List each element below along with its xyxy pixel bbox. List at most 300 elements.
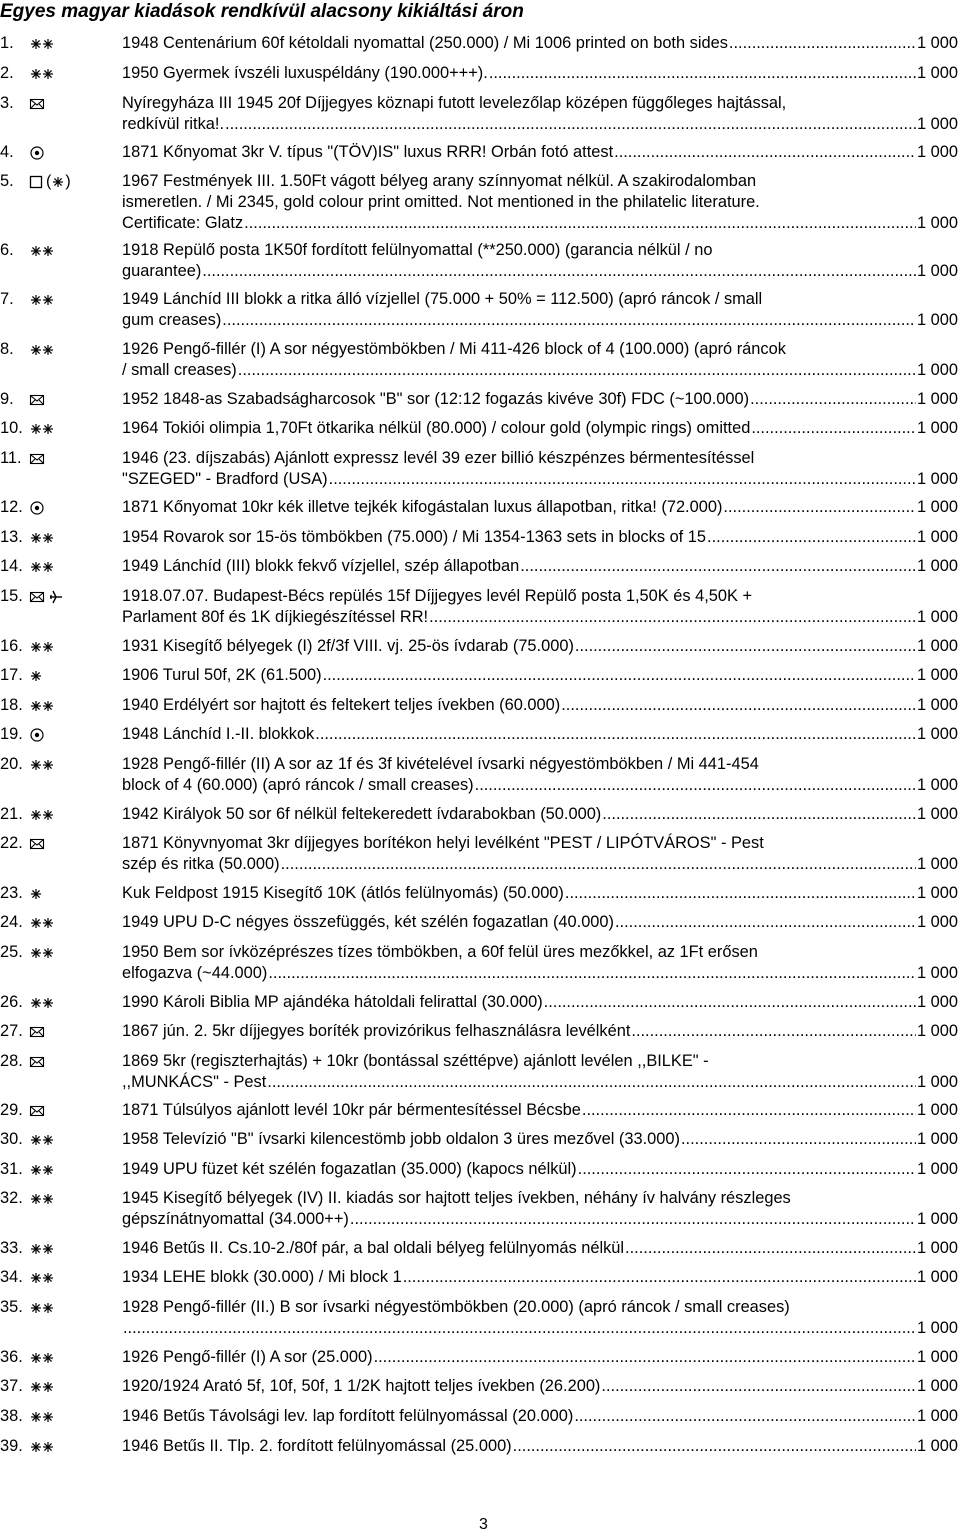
lot-description [122, 636, 958, 657]
starting-price: 1 000 [916, 1407, 958, 1425]
lot-number: 21. [0, 805, 23, 823]
mint-icon [29, 419, 55, 439]
description-line [122, 854, 958, 875]
lot-condition-symbols [29, 883, 43, 904]
description-text: 1934 LEHE blokk (30.000) / Mi block 1 [122, 1268, 402, 1286]
lot-condition-symbols [29, 1267, 55, 1288]
starting-price: 1 000 [916, 143, 958, 161]
lot-description [122, 695, 958, 716]
dot-leader [323, 665, 916, 686]
description-text: 1928 Pengő-fillér (II.) B sor ívsarki négyestömbökben (20.000) (apró ráncok / small creases) [122, 1298, 790, 1316]
description-line [122, 1376, 958, 1397]
lot-condition-symbols [29, 833, 45, 854]
lot-condition-symbols [29, 63, 55, 84]
lot-description [122, 339, 958, 381]
lot-condition-symbols [29, 448, 45, 469]
dot-leader [575, 636, 916, 657]
description-line [122, 142, 958, 163]
description-text: 1918.07.07. Budapest-Bécs repülés 15f Díjjegyes levél Repülő posta 1,50K és 4,50K + [122, 587, 753, 605]
lot-description [122, 754, 958, 796]
lot-description [122, 1267, 958, 1288]
lot-number: 29. [0, 1101, 23, 1119]
lot-condition-symbols [29, 527, 55, 548]
description-text: 1906 Turul 50f, 2K (61.500) [122, 666, 322, 684]
dot-leader [429, 607, 916, 628]
lot-number: 20. [0, 755, 23, 773]
dot-leader [267, 1072, 916, 1093]
lot-description [122, 33, 958, 54]
description-line [122, 469, 958, 490]
description-text: 1990 Károli Biblia MP ajándéka hátoldali felirattal (30.000) [122, 993, 543, 1011]
mint-icon [29, 1268, 55, 1288]
description-line [122, 1297, 958, 1318]
description-text: 1867 jún. 2. 5kr díjjegyes boríték provizórikus felhasználásra levélként [122, 1022, 631, 1040]
envelope-icon [29, 834, 45, 854]
lot-number: 9. [0, 390, 14, 408]
lot-number: 13. [0, 528, 23, 546]
description-text: 1931 Kisegítő bélyegek (I) 2f/3f VIII. vj. 25-ös ívdarab (75.000) [122, 637, 574, 655]
dot-leader [403, 1267, 916, 1288]
starting-price: 1 000 [916, 913, 958, 931]
description-text: 1871 Könyvnyomat 3kr díjjegyes borítékon helyi levélként "PEST / LIPÓTVÁROS" - Pest [122, 834, 764, 852]
dot-leader [578, 1159, 916, 1180]
dot-leader [225, 114, 916, 135]
dot-leader [315, 724, 916, 745]
lot-number: 4. [0, 143, 14, 161]
description-text: 1948 Centenárium 60f kétoldali nyomattal (250.000) / Mi 1006 printed on both sides [122, 34, 728, 52]
dot-leader [565, 883, 916, 904]
starting-price: 1 000 [916, 34, 958, 52]
lot-description [122, 142, 958, 163]
description-text: 1869 5kr (regiszterhajtás) + 10kr (bontással széttépve) ajánlott levélen ,,BILKE" - [122, 1052, 709, 1070]
description-text: 1946 (23. díjszabás) Ajánlott expressz levél 39 ezer billió készpénzes bérmentesítéssel [122, 449, 755, 467]
lot-number: 35. [0, 1298, 23, 1316]
description-line [122, 1267, 958, 1288]
lot-number: 12. [0, 498, 23, 516]
starting-price: 1 000 [916, 1319, 958, 1337]
description-text: szép és ritka (50.000) [122, 855, 280, 873]
dot-leader [615, 912, 916, 933]
dot-leader [582, 1100, 916, 1121]
description-line [122, 93, 958, 114]
page-number: 3 [479, 1516, 488, 1533]
dot-leader [202, 261, 916, 282]
lot-condition-symbols [29, 389, 45, 410]
lot-condition-symbols [29, 1188, 55, 1209]
dot-leader [329, 469, 916, 490]
starting-price: 1 000 [916, 1073, 958, 1091]
envelope-icon [29, 94, 45, 114]
description-line [122, 1129, 958, 1150]
mint-icon [29, 1298, 55, 1318]
dot-leader [750, 389, 916, 410]
description-text: gum creases) [122, 311, 222, 329]
lot-condition-symbols [29, 1129, 55, 1150]
lot-condition-symbols [29, 33, 55, 54]
description-text: 1871 Kőnyomat 10kr kék illetve tejkék kifogástalan luxus állapotban, ritka! (72.000) [122, 498, 723, 516]
lot-condition-symbols [29, 1021, 45, 1042]
dot-leader [561, 695, 916, 716]
lot-description [122, 1406, 958, 1427]
lot-description [122, 1159, 958, 1180]
lot-number: 6. [0, 241, 14, 259]
lot-description [122, 418, 958, 439]
lot-description [122, 289, 958, 331]
mint-icon [29, 696, 55, 716]
lot-description [122, 586, 958, 628]
lot-number: 18. [0, 696, 23, 714]
lot-description [122, 665, 958, 686]
dot-leader [281, 854, 916, 875]
description-line [122, 665, 958, 686]
description-text: / small creases) [122, 361, 237, 379]
lot-condition-symbols [29, 1436, 55, 1457]
description-text: 1918 Repülő posta 1K50f fordított felülnyomattal (**250.000) (garancia nélkül / no [122, 241, 713, 259]
description-line [122, 1051, 958, 1072]
starting-price: 1 000 [916, 1437, 958, 1455]
lot-description [122, 556, 958, 577]
starting-price: 1 000 [916, 884, 958, 902]
lot-condition-symbols [29, 1376, 55, 1397]
dot-leader [374, 1347, 916, 1368]
mint-icon [29, 1377, 55, 1397]
starting-price: 1 000 [916, 361, 958, 379]
lot-description [122, 1436, 958, 1457]
used-stamp-icon [29, 143, 45, 163]
lot-condition-symbols [29, 1238, 55, 1259]
lot-condition-symbols [29, 339, 55, 360]
page-title: Egyes magyar kiadások rendkívül alacsony kikiáltási áron [0, 1, 524, 22]
description-line [122, 389, 958, 410]
mint-icon [29, 1239, 55, 1259]
mint-icon [29, 34, 55, 54]
description-line [122, 775, 958, 796]
description-line [122, 607, 958, 628]
description-line [122, 1209, 958, 1230]
lot-description [122, 1021, 958, 1042]
mint-icon [29, 290, 55, 310]
dot-leader [268, 963, 916, 984]
envelope-icon [29, 587, 45, 607]
description-line [122, 942, 958, 963]
description-line [122, 1238, 958, 1259]
starting-price: 1 000 [916, 1160, 958, 1178]
starting-price: 1 000 [916, 1210, 958, 1228]
lot-number: 16. [0, 637, 23, 655]
airmail-icon [48, 587, 64, 607]
lot-description [122, 240, 958, 282]
lot-number: 34. [0, 1268, 23, 1286]
starting-price: 1 000 [916, 637, 958, 655]
mint-icon [29, 64, 55, 84]
lot-description [122, 93, 958, 135]
lot-number: 7. [0, 290, 14, 308]
description-line [122, 289, 958, 310]
description-text: 1950 Gyermek ívszéli luxuspéldány (190.000+++). [122, 64, 488, 82]
description-line [122, 1072, 958, 1093]
lot-number: 2. [0, 64, 14, 82]
lot-condition-symbols [29, 240, 55, 261]
description-text: 1926 Pengő-fillér (I) A sor (25.000) [122, 1348, 373, 1366]
description-text: 1871 Kőnyomat 3kr V. típus "(TÖV)IS" luxus RRR! Orbán fotó attest [122, 143, 614, 161]
mint-icon [29, 1130, 55, 1150]
description-text: 1942 Királyok 50 sor 6f nélkül feltekeredett ívdarabokban (50.000) [122, 805, 602, 823]
description-text: gépszínátnyomattal (34.000++) [122, 1210, 349, 1228]
starting-price: 1 000 [916, 855, 958, 873]
starting-price: 1 000 [916, 1268, 958, 1286]
starting-price: 1 000 [916, 1239, 958, 1257]
starting-price: 1 000 [916, 776, 958, 794]
description-line [122, 1188, 958, 1209]
lot-number: 10. [0, 419, 23, 437]
description-text: 1946 Betűs Távolsági lev. lap fordított felülnyomással (20.000) [122, 1407, 574, 1425]
lot-number: 22. [0, 834, 23, 852]
dot-leader [123, 1318, 916, 1339]
description-text: 1926 Pengő-fillér (I) A sor négyestömbökben / Mi 411-426 block of 4 (100.000) (apró ráncok [122, 340, 786, 358]
dot-leader [489, 63, 916, 84]
lot-condition-symbols [29, 636, 55, 657]
description-text: redkívül ritka!. [122, 115, 225, 133]
description-line [122, 804, 958, 825]
lot-condition-symbols [29, 1159, 55, 1180]
lot-description [122, 171, 958, 234]
description-line [122, 636, 958, 657]
mint-icon [29, 557, 55, 577]
description-line [122, 883, 958, 904]
mint-icon [29, 528, 55, 548]
mint-icon [29, 755, 55, 775]
lot-condition-symbols [29, 1051, 45, 1072]
starting-price: 1 000 [916, 805, 958, 823]
lot-number: 19. [0, 725, 23, 743]
description-line [122, 695, 958, 716]
lot-condition-symbols [29, 93, 45, 114]
dot-leader [602, 804, 916, 825]
lot-description [122, 1129, 958, 1150]
lot-number: 32. [0, 1189, 23, 1207]
description-text: ismeretlen. / Mi 2345, gold colour print omitted. Not mentioned in the philatelic literature. [122, 193, 760, 211]
envelope-icon [29, 449, 45, 469]
lot-description [122, 527, 958, 548]
lot-number: 25. [0, 943, 23, 961]
description-line [122, 448, 958, 469]
dot-leader [238, 360, 916, 381]
description-line [122, 586, 958, 607]
description-text: 1954 Rovarok sor 15-ös tömbökben (75.000) / Mi 1354-1363 sets in blocks of 15 [122, 528, 707, 546]
description-line [122, 1406, 958, 1427]
lot-number: 5. [0, 172, 14, 190]
lot-description [122, 63, 958, 84]
description-line [122, 213, 958, 234]
description-text: 1967 Festmények III. 1.50Ft vágott bélyeg arany színnyomat nélkül. A szakirodalomban [122, 172, 757, 190]
description-text: 1871 Túlsúlyos ajánlott levél 10kr pár bérmentesítéssel Bécsbe [122, 1101, 581, 1119]
description-line [122, 527, 958, 548]
description-line [122, 754, 958, 775]
description-line [122, 192, 958, 213]
starting-price: 1 000 [916, 311, 958, 329]
mint-icon [29, 637, 55, 657]
lot-number: 37. [0, 1377, 23, 1395]
dot-leader [601, 1376, 916, 1397]
description-text: elfogazva (~44.000) [122, 964, 268, 982]
lot-description [122, 1100, 958, 1121]
lot-condition-symbols [29, 992, 55, 1013]
dot-leader [631, 1021, 916, 1042]
mint-icon [29, 1348, 55, 1368]
starting-price: 1 000 [916, 498, 958, 516]
starting-price: 1 000 [916, 262, 958, 280]
lot-description [122, 1188, 958, 1230]
lot-condition-symbols [29, 418, 55, 439]
description-text: 1950 Bem sor ívközéprészes tízes tömbökben, a 60f felül üres mezőkkel, az 1Ft erősen [122, 943, 758, 961]
description-line [122, 261, 958, 282]
lot-condition-symbols [29, 289, 55, 310]
description-line [122, 33, 958, 54]
description-text: 1964 Tokiói olimpia 1,70Ft ötkarika nélkül (80.000) / colour gold (olympic rings) omitted [122, 419, 751, 437]
used-stamp-icon [29, 725, 45, 745]
starting-price: 1 000 [916, 1377, 958, 1395]
lot-description [122, 912, 958, 933]
starting-price: 1 000 [916, 696, 958, 714]
dot-leader [513, 1436, 916, 1457]
mint-icon [29, 1160, 55, 1180]
description-text: 1949 Lánchíd III blokk a ritka álló vízjellel (75.000 + 50% = 112.500) (apró ráncok / small [122, 290, 763, 308]
starting-price: 1 000 [916, 725, 958, 743]
lot-condition-symbols [29, 556, 55, 577]
lot-condition-symbols [29, 586, 64, 607]
lot-number: 17. [0, 666, 23, 684]
starting-price: 1 000 [916, 993, 958, 1011]
description-line [122, 1436, 958, 1457]
starting-price: 1 000 [916, 470, 958, 488]
lot-number: 30. [0, 1130, 23, 1148]
dot-leader [222, 310, 916, 331]
lot-description [122, 497, 958, 518]
description-text: Kuk Feldpost 1915 Kisegítő 10K (átlós felülnyomás) (50.000) [122, 884, 564, 902]
description-line [122, 724, 958, 745]
description-line [122, 114, 958, 135]
description-line [122, 833, 958, 854]
starting-price: 1 000 [916, 666, 958, 684]
description-text: 1949 UPU D-C négyes összefüggés, két szélén fogazatlan (40.000) [122, 913, 614, 931]
description-text: 1946 Betűs II. Tlp. 2. fordított felülnyomással (25.000) [122, 1437, 512, 1455]
dot-leader [681, 1129, 916, 1150]
lot-condition-symbols [29, 1406, 55, 1427]
starting-price: 1 000 [916, 557, 958, 575]
dot-leader [723, 497, 916, 518]
lot-condition-symbols [29, 171, 71, 192]
description-line [122, 63, 958, 84]
lot-description [122, 448, 958, 490]
mint-icon [29, 1189, 55, 1209]
description-line [122, 963, 958, 984]
description-line [122, 1318, 958, 1339]
dot-leader [729, 33, 916, 54]
starting-price: 1 000 [916, 964, 958, 982]
hinged-icon: ( ) [46, 172, 71, 190]
lot-number: 11. [0, 449, 22, 467]
dot-leader [751, 418, 916, 439]
description-text: "SZEGED" - Bradford (USA) [122, 470, 328, 488]
dot-leader [520, 556, 916, 577]
dot-leader [244, 213, 916, 234]
dot-leader [625, 1238, 916, 1259]
starting-price: 1 000 [916, 528, 958, 546]
description-text: 1928 Pengő-fillér (II) A sor az 1f és 3f kivételével ívsarki négyestömbökben / Mi 441-454 [122, 755, 759, 773]
lot-number: 1. [0, 34, 14, 52]
lot-condition-symbols [29, 142, 45, 163]
description-text: 1920/1924 Arató 5f, 10f, 50f, 1 1/2K hajtott teljes ívekben (26.200) [122, 1377, 601, 1395]
description-line [122, 992, 958, 1013]
mint-icon [29, 805, 55, 825]
starting-price: 1 000 [916, 214, 958, 232]
dot-leader [614, 142, 916, 163]
lot-number: 31. [0, 1160, 23, 1178]
lot-condition-symbols [29, 912, 55, 933]
lot-description [122, 992, 958, 1013]
dot-leader [574, 1406, 916, 1427]
lot-number: 36. [0, 1348, 23, 1366]
description-text: 1949 Lánchíd (III) blokk fekvő vízjellel, szép állapotban [122, 557, 520, 575]
lot-number: 3. [0, 94, 14, 112]
envelope-icon [29, 1022, 45, 1042]
lot-description [122, 1347, 958, 1368]
description-text: 1952 1848-as Szabadságharcosok "B" sor (12:12 fogazás kivéve 30f) FDC (~100.000) [122, 390, 750, 408]
mint-icon [29, 1407, 55, 1427]
box-icon [29, 172, 43, 192]
description-text: block of 4 (60.000) (apró ráncok / small creases) [122, 776, 474, 794]
starting-price: 1 000 [916, 1348, 958, 1366]
lot-description [122, 389, 958, 410]
lot-condition-symbols [29, 1347, 55, 1368]
hinged-icon [29, 666, 43, 686]
lot-description [122, 804, 958, 825]
lot-condition-symbols [29, 942, 55, 963]
dot-leader [707, 527, 916, 548]
starting-price: 1 000 [916, 390, 958, 408]
hinged-icon [29, 884, 43, 904]
lot-number: 28. [0, 1052, 23, 1070]
lot-number: 39. [0, 1437, 23, 1455]
description-text: 1940 Erdélyért sor hajtott és feltekert teljes ívekben (60.000) [122, 696, 561, 714]
starting-price: 1 000 [916, 1130, 958, 1148]
description-text: Parlament 80f és 1K díjkiegészítéssel RR! [122, 608, 429, 626]
lot-description [122, 833, 958, 875]
dot-leader [544, 992, 916, 1013]
description-line [122, 171, 958, 192]
lot-number: 14. [0, 557, 23, 575]
description-text: ,,MUNKÁCS" - Pest [122, 1073, 267, 1091]
description-line [122, 1347, 958, 1368]
used-stamp-icon [29, 498, 45, 518]
lot-number: 23. [0, 884, 23, 902]
description-line [122, 418, 958, 439]
description-text: 1945 Kisegítő bélyegek (IV) II. kiadás sor hajtott teljes ívekben, néhány ív halvány részleges [122, 1189, 791, 1207]
mint-icon [29, 241, 55, 261]
lot-number: 27. [0, 1022, 23, 1040]
description-line [122, 1021, 958, 1042]
starting-price: 1 000 [916, 419, 958, 437]
lot-description [122, 1297, 958, 1339]
lot-condition-symbols [29, 497, 45, 518]
envelope-icon [29, 390, 45, 410]
lot-description [122, 1376, 958, 1397]
description-line [122, 1100, 958, 1121]
description-line [122, 360, 958, 381]
description-line [122, 912, 958, 933]
dot-leader [475, 775, 916, 796]
lot-number: 8. [0, 340, 14, 358]
